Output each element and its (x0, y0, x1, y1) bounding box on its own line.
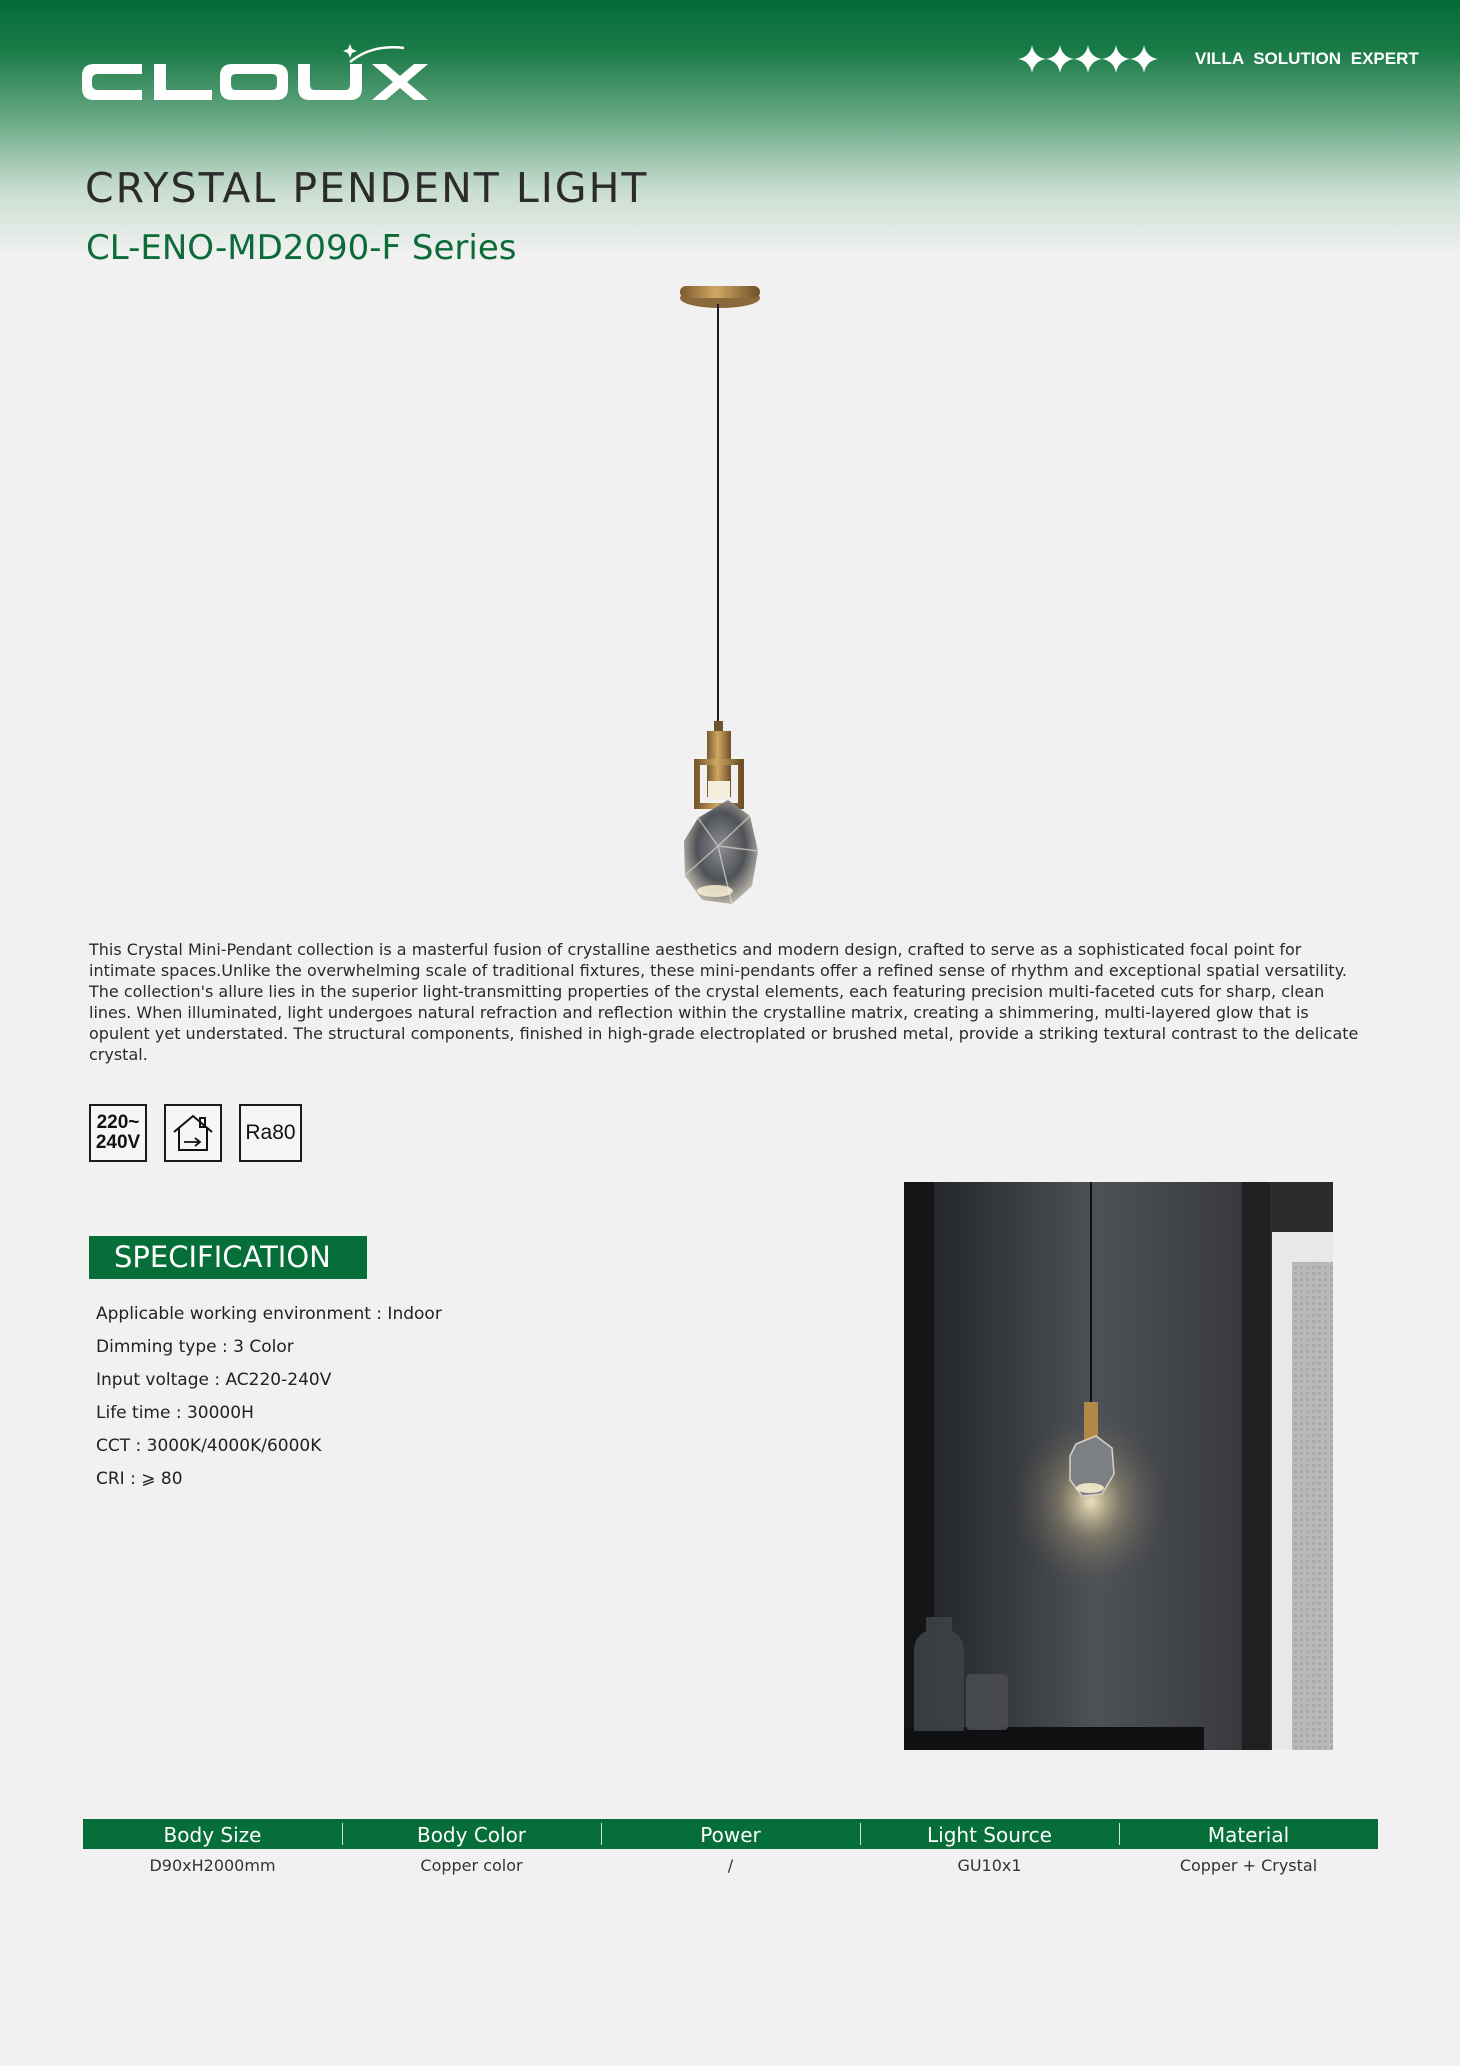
specification-list (96, 1303, 442, 1501)
cell-body-color: Copper color (420, 1856, 523, 1875)
header-background (0, 0, 1460, 260)
indoor-badge (164, 1104, 222, 1162)
spec-item-environment: Applicable working environment : Indoor (96, 1304, 442, 1324)
spec-item-cri: CRI : ⩾ 80 (96, 1469, 183, 1489)
specification-heading: SPECIFICATION (89, 1236, 367, 1279)
product-description: This Crystal Mini-Pendant collection is a masterful fusion of crystalline aesthetics and modern design, crafted to serve as a sophisticated focal point for intimate spaces.Unlike the overwhelming scale of traditional fixtures, these mini-pendants offer a refined sense of rhythm and exceptional spatial versatility. The collection's allure lies in the superior light-transmitting properties of the crystal elements, each featuring precision multi-faceted cuts for sharp, clean lines. When illuminated, light undergoes natural refraction and reflection within the crystalline matrix, creating a shimmering, multi-layered glow that is opulent yet understated. The structural components, finished in high-grade electroplated or brushed metal, provide a striking textural contrast to the delicate crystal. (89, 940, 1359, 1064)
header-body-size: Body Size (163, 1823, 262, 1847)
header-light-source: Light Source (860, 1819, 1119, 1849)
spec-item-lifetime: Life time : 30000H (96, 1403, 254, 1423)
cell-material: Copper + Crystal (1179, 1856, 1318, 1875)
table-header-row (83, 1819, 1378, 1849)
spec-item-voltage: Input voltage : AC220-240V (96, 1370, 332, 1390)
product-series: CL-ENO-MD2090-F Series (86, 228, 517, 268)
five-star-icons (1018, 42, 1160, 76)
cloux-logo (82, 42, 436, 102)
voltage-badge (89, 1104, 147, 1162)
interior-scene-image (904, 1182, 1333, 1750)
indoor-house-icon (170, 1112, 216, 1154)
table-row (83, 1849, 1378, 1879)
cell-light-source: GU10x1 (957, 1856, 1022, 1875)
header-power: Power (601, 1819, 860, 1849)
brand-tagline: VILLA SOLUTION EXPERT (1195, 49, 1419, 68)
header-material: Material (1119, 1819, 1378, 1849)
voltage-line-1: 220~ (96, 1112, 140, 1133)
pendant-product-image (640, 276, 800, 912)
spec-item-dimming: Dimming type : 3 Color (96, 1337, 294, 1357)
spec-item-cct: CCT : 3000K/4000K/6000K (96, 1436, 322, 1456)
voltage-line-2: 240V (95, 1132, 141, 1153)
cell-power: / (727, 1856, 734, 1875)
cell-body-size: D90xH2000mm (149, 1856, 276, 1875)
spec-table (83, 1819, 1378, 1879)
cri-badge: Ra80 (239, 1104, 302, 1162)
header-body-color: Body Color (342, 1819, 601, 1849)
product-title: CRYSTAL PENDENT LIGHT (85, 164, 649, 212)
